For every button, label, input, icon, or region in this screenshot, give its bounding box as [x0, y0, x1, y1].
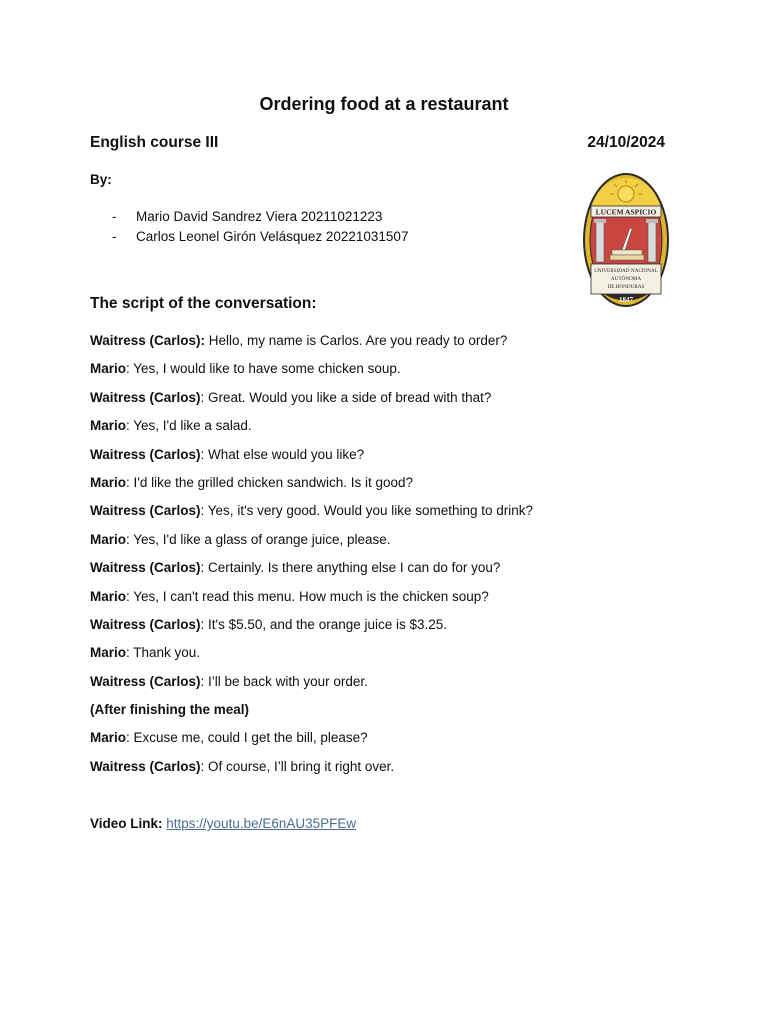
- speaker-name: Mario: [90, 418, 127, 434]
- university-seal-logo: [582, 172, 670, 308]
- stage-note: [90, 700, 690, 728]
- author-name: Carlos Leonel Girón Velásquez 20221031507: [136, 229, 409, 244]
- speaker-name: Mario: [90, 645, 127, 661]
- dialogue-text: : Yes, I can't read this menu. How much is the chicken soup?: [126, 588, 489, 604]
- speaker-name: Mario: [90, 730, 127, 746]
- speaker-name: Mario: [90, 361, 127, 377]
- seal-motto: LUCEM ASPICIO: [595, 207, 657, 217]
- script-line: [90, 587, 690, 615]
- dialogue-text: : Thank you.: [126, 645, 201, 661]
- document-date: 24/10/2024: [587, 134, 665, 151]
- script-heading: The script of the conversation:: [90, 295, 317, 312]
- script-line: [90, 416, 690, 444]
- dialogue-text: : Great. Would you like a side of bread with that?: [200, 389, 492, 405]
- speaker-name: Waitress (Carlos): [90, 503, 201, 519]
- dialogue-text: : It's $5.50, and the orange juice is $3.25.: [200, 616, 448, 632]
- speaker-name: Waitress (Carlos): [90, 758, 201, 774]
- author-name: Mario David Sandrez Viera 20211021223: [136, 209, 383, 224]
- script-line: [90, 643, 690, 671]
- speaker-name: Waitress (Carlos): [90, 389, 201, 405]
- dialogue-text: : I'd like the grilled chicken sandwich. Is it good?: [126, 474, 413, 490]
- script-line: [90, 615, 690, 643]
- dialogue-text: Hello, my name is Carlos. Are you ready to order?: [205, 333, 508, 348]
- seal-university-text: UNIVERSIDAD NACIONAL: [594, 268, 658, 274]
- dialogue-text: : Yes, I'd like a glass of orange juice, please.: [126, 531, 391, 547]
- dialogue-text: : I’ll be back with your order.: [200, 673, 368, 689]
- dialogue-text: : Yes, I'd like a salad.: [126, 418, 252, 434]
- author-item: [112, 227, 408, 247]
- dialogue-text: : Excuse me, could I get the bill, please?: [126, 730, 368, 746]
- script-line: [90, 445, 690, 473]
- script-line: [90, 728, 690, 756]
- script-line: [90, 558, 690, 586]
- conversation-script: [90, 331, 690, 785]
- video-link-row: [90, 814, 356, 834]
- speaker-name: Waitress (Carlos): [90, 673, 201, 689]
- script-line: [90, 672, 690, 700]
- speaker-name: Waitress (Carlos): [90, 616, 201, 632]
- speaker-name: Waitress (Carlos): [90, 446, 201, 462]
- speaker-name: Mario: [90, 531, 127, 547]
- author-item: [112, 207, 408, 227]
- video-link-label: Video Link:: [90, 816, 163, 831]
- video-link[interactable]: https://youtu.be/E6nAU35PFEw: [166, 816, 357, 831]
- seal-honduras-text: DE HONDURAS: [607, 284, 645, 290]
- script-line: [90, 501, 690, 529]
- speaker-name: Mario: [90, 474, 127, 490]
- document-title: Ordering food at a restaurant: [259, 94, 509, 114]
- dialogue-text: : Certainly. Is there anything else I can do for you?: [200, 560, 501, 576]
- script-line: [90, 331, 690, 359]
- seal-year: 1847: [619, 296, 633, 304]
- dialogue-text: : Of course, I’ll bring it right over.: [200, 758, 395, 774]
- by-label: By:: [90, 172, 112, 187]
- speaker-name: Waitress (Carlos):: [90, 333, 206, 348]
- author-list: [112, 207, 408, 247]
- script-line: [90, 388, 690, 416]
- course-name: English course III: [90, 134, 219, 151]
- list-bullet: -: [112, 209, 117, 224]
- script-line: [90, 530, 690, 558]
- script-line: [90, 359, 690, 387]
- seal-autonomous-text: AUTÓNOMA: [610, 276, 642, 282]
- script-line: [90, 473, 690, 501]
- speaker-name: Mario: [90, 588, 127, 604]
- dialogue-text: : Yes, it's very good. Would you like something to drink?: [200, 503, 534, 519]
- list-bullet: -: [112, 229, 117, 244]
- script-line: [90, 757, 690, 785]
- dialogue-text: : Yes, I would like to have some chicken soup.: [126, 361, 401, 377]
- speaker-name: Waitress (Carlos): [90, 560, 201, 576]
- stage-note-text: (After finishing the meal): [90, 702, 250, 718]
- dialogue-text: : What else would you like?: [200, 446, 365, 462]
